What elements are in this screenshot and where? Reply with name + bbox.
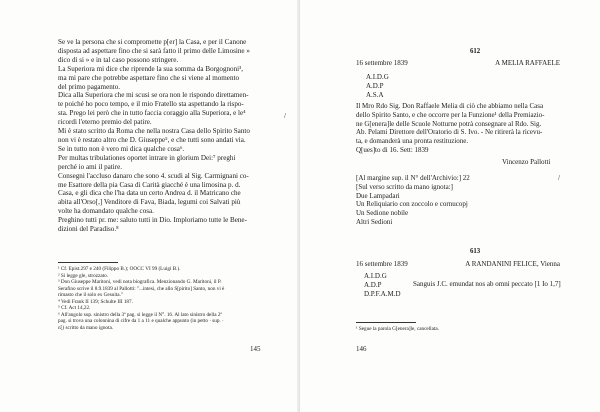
footnote: ⁵ Cf. Act 14,22.	[58, 305, 91, 311]
text-line: Mi è stato scritto da Roma che nella nostra Casa dello Spirito Santo	[58, 127, 250, 136]
letter-number: 613	[470, 248, 481, 255]
footnote: Serafino scrive il 8.9.1839 al Pallotti: "...intesi, che allo S[pirito] Santo, non vi è	[58, 285, 225, 292]
footnote: ¹ Cf. Epist.297 e 240 (Filippo B.); OOCC VI 99 (Luigi B.).	[58, 266, 181, 272]
footnote-rule	[356, 322, 416, 323]
text-line: disposta ad aspettare fino che si sarà fatto il primo delle Limosine »	[58, 46, 250, 55]
text-line: Sanguis J.C. emundat nos ab omni peccato [1 Io 1,7]	[413, 280, 561, 288]
text-line: non vi è restato altro che D. Giuseppe⁵, e che tutti sono andati via.	[58, 135, 246, 144]
footnote: εξ) scritto da mano ignota.	[58, 324, 114, 331]
invocation-line: A.D.P	[364, 280, 382, 289]
annotation-line: [Sul verso scritto da mano ignota:]	[356, 182, 454, 191]
footnote: ⁴ Vedi Frank II 139; Schulte III 187.	[58, 298, 133, 305]
text-line: Ab. Pelami Direttore dell'Oratorio di S. Ivo. - Ne ritirerà la ricevu-	[356, 128, 543, 137]
text-line: te poiché ho poco tempo, e il mio Fratello sta aspettando la rispo-	[58, 100, 244, 109]
text-line: Preghino tutti pr. me: saluto tutti in Dio. Imploriamo tutte le Bene-	[58, 216, 247, 225]
footnote-rule	[58, 262, 118, 263]
text-line: perché io ami il patire.	[58, 162, 123, 171]
text-line: ta, e domanderà una pronta restituzione.	[356, 137, 469, 146]
footnote: ² Si legge gle, strozzato.	[58, 272, 108, 279]
letter-recipient: A RANDANINI FELICE, Vienna	[465, 260, 560, 268]
text-line: ma mi pare che potrebbe aspettare fino che si viene al momento	[58, 73, 240, 82]
text-line: Il Mro Rdo Sig. Don Raffaele Melia di ciò che abbiamo nella Casa	[356, 102, 544, 110]
invocation-line: A.D.P	[366, 81, 384, 90]
text-line: La Superiora mi dice che riprende la sua somma da Borgognoni³,	[58, 64, 244, 73]
text-line: dizioni del Paradiso.⁸	[58, 225, 119, 234]
signature: Vincenzo Pallotti	[502, 158, 551, 166]
text-line: Se ve la persona che si compromette p[er] la Casa, e per il Canone	[58, 38, 247, 46]
letter-recipient: A MELIA RAFFAELE	[495, 59, 560, 67]
text-line: dello Spirito Santo, e che occorre per la Funzione¹ della Premiazio-	[356, 110, 545, 119]
text-line: Se in tutto non è vero mi dica qualche cosa⁶.	[58, 144, 185, 153]
letter-date: 16 settembre 1839	[356, 260, 408, 268]
annotation-line: Altri Sedioni	[356, 217, 393, 226]
right-page	[300, 0, 600, 412]
text-line: Q[ues]to di 16. Sett: 1839	[356, 145, 429, 154]
invocation-line: A.S.A	[366, 90, 384, 99]
text-line: Per multas tribulationes oportet intrare in glorium Dei:⁷ preghi	[58, 153, 236, 162]
footnotes	[356, 326, 439, 333]
text-line: abita all'Orso[,] Venditore di Fava, Biada, legumi coi Salvati più	[58, 198, 241, 207]
invocation-line: A.I.D.G	[366, 73, 389, 81]
invocation	[366, 73, 389, 99]
letter-number: 612	[470, 48, 481, 55]
text-line: Casa, e gli dica che l'ha data un certo Andrea d. il Matricano che	[58, 189, 241, 198]
annotation-line: [Al margine sup. il N° dell'Archivio:] 22	[356, 174, 470, 182]
page-number: 146	[356, 345, 367, 353]
footnote: ¹ Segue la parola G[enera]le, cancellata.	[356, 326, 439, 332]
text-line: me Esattore della pia Casa di Carità giacché è una limosina p. d.	[58, 180, 241, 189]
text-line: ricordi l'eterno premio del patire.	[58, 118, 152, 127]
invocation-line: A.I.D.G	[364, 272, 387, 280]
invocation-line: D.P.F.A.M.D	[364, 289, 401, 298]
letter-text	[356, 102, 545, 155]
text-line: dico di si » e in tal caso possono stringere.	[58, 55, 179, 64]
page-number: 145	[250, 345, 261, 353]
text-line: sta. Prego lei però che in tutto faccia coraggio alla Superiora, e le⁴	[58, 109, 246, 118]
text-line: del primo pagamento.	[58, 82, 121, 91]
footnotes	[58, 266, 224, 331]
text-line: Consegni l'accluso danaro che sono 4. scudi al Sig. Carmignani co-	[58, 171, 249, 180]
text-line: volte ha domandato qualche cosa.	[58, 207, 154, 216]
text-line: Dica alla Superiora che mi scusi se ora non le rispondo direttamen-	[58, 91, 249, 100]
margin-mark: /	[284, 112, 286, 120]
annotation-line: Un Sedione nobile	[356, 209, 409, 218]
annotation-line: Due Lampadari	[356, 191, 400, 200]
footnote: pag. si trova una colonnina di cifre da 1 a 11 e qualche appunto (in petto · sup. ·	[58, 318, 224, 324]
letter-continuation-text	[58, 38, 278, 234]
invocation	[364, 272, 401, 298]
margin-mark: /	[558, 174, 560, 182]
footnote: rimasto che il solo ex Gesuita."	[58, 292, 123, 298]
footnote: ³ Don Giuseppe Maritoni, vedi nota biografica. Menzionando G. Maritoni, il P.	[58, 279, 222, 285]
annotation-line: Un Reliquiario con zoccolo e cornucopj	[356, 200, 468, 209]
letter-text	[413, 280, 561, 289]
text-line: ne G[enera]le delle Scuole Notturne potrà consegnare al Rdo. Sig.	[356, 119, 542, 128]
letter-date: 16 settembre 1839	[356, 59, 408, 67]
archive-annotation	[356, 174, 470, 227]
footnote: ⁶ All'angolo sup. sinistro della 3ª pag. si legge il N°. 16. Al lato sinistro della 2ª	[58, 311, 222, 318]
